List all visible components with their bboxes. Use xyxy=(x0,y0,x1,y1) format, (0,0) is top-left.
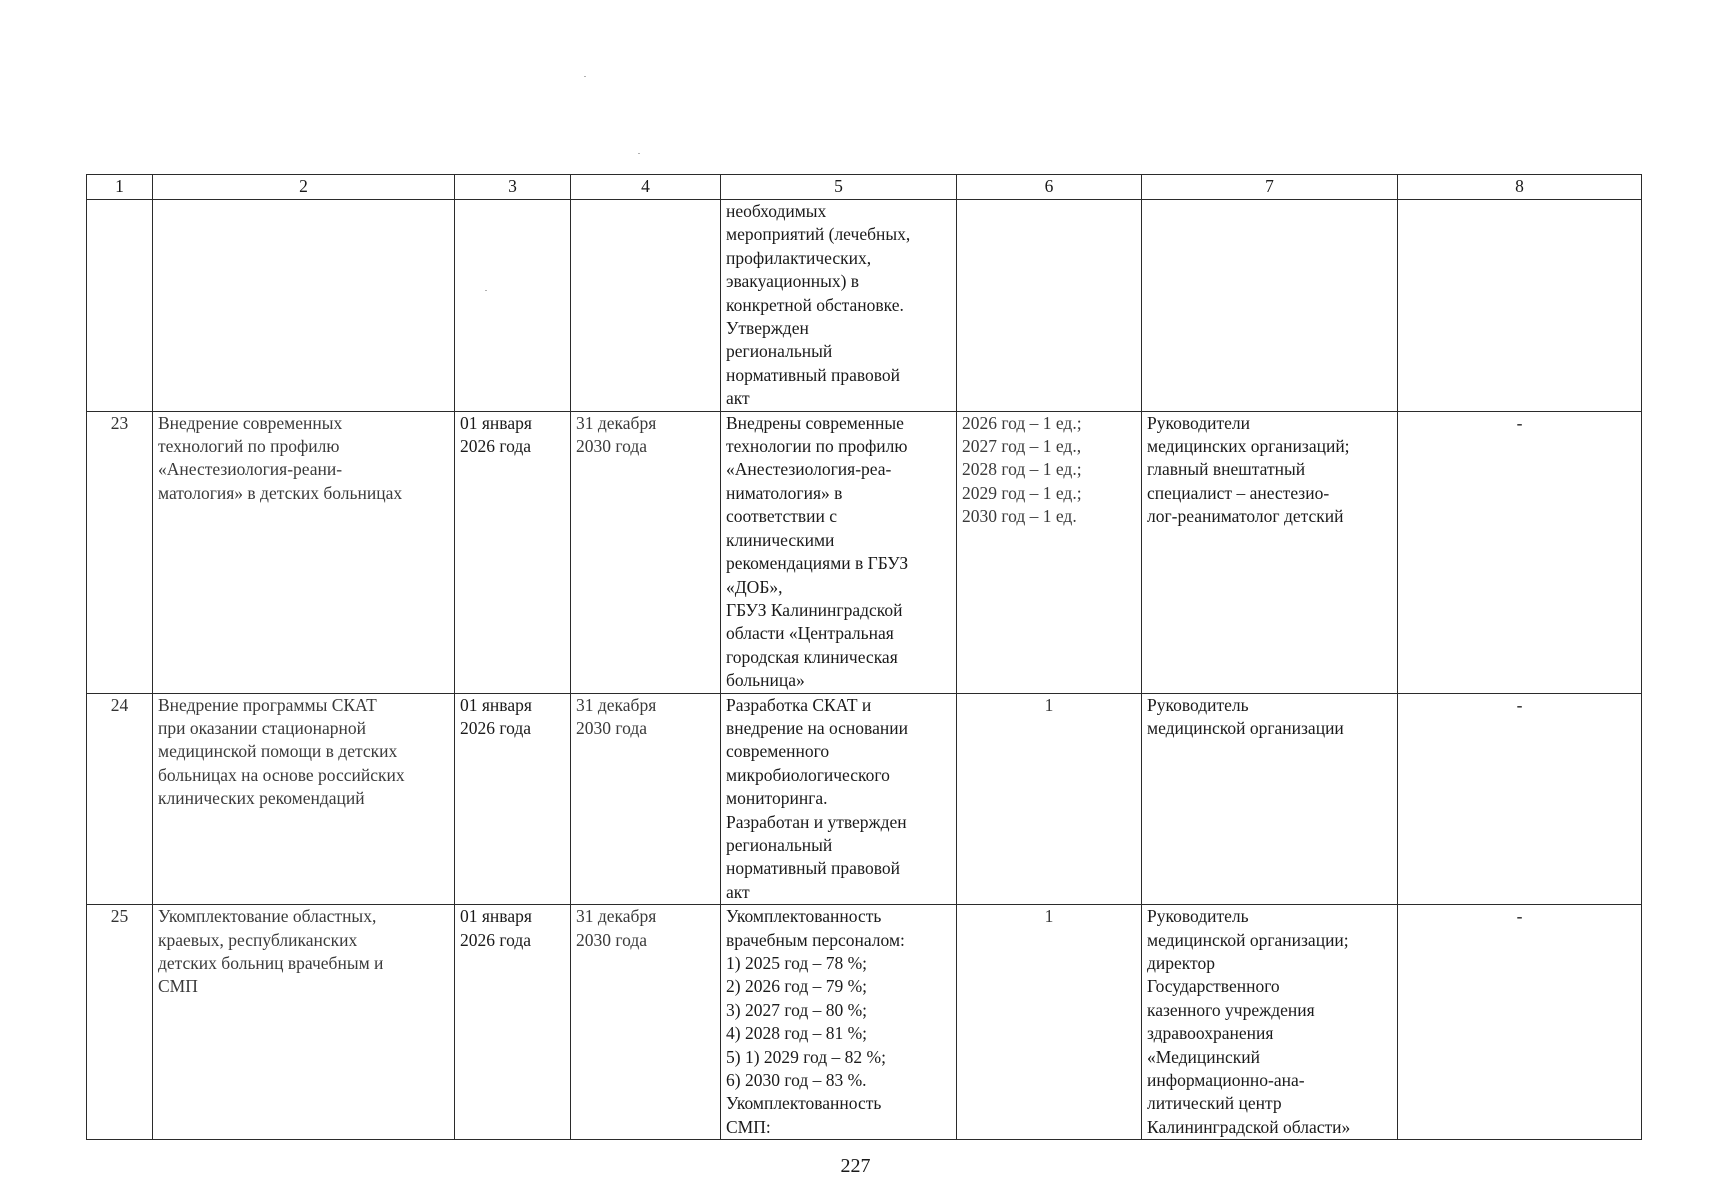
column-number-header: 7 xyxy=(1142,175,1398,200)
result-cell: необходимых мероприятий (лечебных, профилактических, эвакуационных) в конкретной обстановке. Утвержден региональный нормативный правовой акт xyxy=(721,200,957,412)
table-row xyxy=(87,693,1642,905)
activity-cell: Внедрение программы СКАТ при оказании стационарной медицинской помощи в детских больницах на основе российских клинических рекомендаций xyxy=(153,693,455,905)
note-cell: - xyxy=(1398,905,1642,1140)
note-cell: - xyxy=(1398,411,1642,693)
column-number-header: 3 xyxy=(455,175,571,200)
result-cell: Внедрены современные технологии по профилю «Анестезиология-реа- ниматология» в соответствии с клиническими рекомендациями в ГБУЗ «ДОБ», ГБУЗ Калининградской области «Центральная городская клиническая больница» xyxy=(721,411,957,693)
start-date-cell xyxy=(455,200,571,412)
end-date-cell xyxy=(571,200,721,412)
row-number-cell: 25 xyxy=(87,905,153,1140)
start-date-cell: 01 января 2026 года xyxy=(455,905,571,1140)
table-row xyxy=(87,905,1642,1140)
activity-cell: Внедрение современных технологий по профилю «Анестезиология-реани- матология» в детских больницах xyxy=(153,411,455,693)
page-number: 227 xyxy=(840,1155,871,1177)
column-number-header: 1 xyxy=(87,175,153,200)
indicator-cell xyxy=(957,200,1142,412)
result-cell: Разработка СКАТ и внедрение на основании современного микробиологического мониторинга. Разработан и утвержден региональный нормативный правовой акт xyxy=(721,693,957,905)
responsible-cell: Руководители медицинских организаций; главный внештатный специалист – анестезио- лог-реаниматолог детский xyxy=(1142,411,1398,693)
column-number-header: 4 xyxy=(571,175,721,200)
activity-cell xyxy=(153,200,455,412)
row-number-cell: 24 xyxy=(87,693,153,905)
row-number-cell xyxy=(87,200,153,412)
responsible-cell: Руководитель медицинской организации xyxy=(1142,693,1398,905)
responsible-cell xyxy=(1142,200,1398,412)
column-number-header: 2 xyxy=(153,175,455,200)
start-date-cell: 01 января 2026 года xyxy=(455,411,571,693)
end-date-cell: 31 декабря 2030 года xyxy=(571,693,721,905)
column-number-header: 5 xyxy=(721,175,957,200)
indicator-cell: 2026 год – 1 ед.; 2027 год – 1 ед., 2028 год – 1 ед.; 2029 год – 1 ед.; 2030 год – 1 ед. xyxy=(957,411,1142,693)
scan-speck xyxy=(584,76,586,77)
table-row xyxy=(87,200,1642,412)
scan-speck xyxy=(638,153,640,154)
end-date-cell: 31 декабря 2030 года xyxy=(571,411,721,693)
table-row xyxy=(87,411,1642,693)
column-number-header: 8 xyxy=(1398,175,1642,200)
activity-cell: Укомплектование областных, краевых, республиканских детских больниц врачебным и СМП xyxy=(153,905,455,1140)
note-cell xyxy=(1398,200,1642,412)
indicator-cell: 1 xyxy=(957,905,1142,1140)
indicator-cell: 1 xyxy=(957,693,1142,905)
result-cell: Укомплектованность врачебным персоналом: 1) 2025 год – 78 %; 2) 2026 год – 79 %; 3) 2027 год – 80 %; 4) 2028 год – 81 %; 5) 1) 2029 год – 82 %; 6) 2030 год – 83 %. Укомплектованность СМП: xyxy=(721,905,957,1140)
row-number-cell: 23 xyxy=(87,411,153,693)
responsible-cell: Руководитель медицинской организации; директор Государственного казенного учреждения здравоохранения «Медицинский информационно-ана- литический центр Калининградской области» xyxy=(1142,905,1398,1140)
column-number-header-row xyxy=(87,175,1642,200)
end-date-cell: 31 декабря 2030 года xyxy=(571,905,721,1140)
document-table xyxy=(86,174,1642,1140)
note-cell: - xyxy=(1398,693,1642,905)
column-number-header: 6 xyxy=(957,175,1142,200)
start-date-cell: 01 января 2026 года xyxy=(455,693,571,905)
